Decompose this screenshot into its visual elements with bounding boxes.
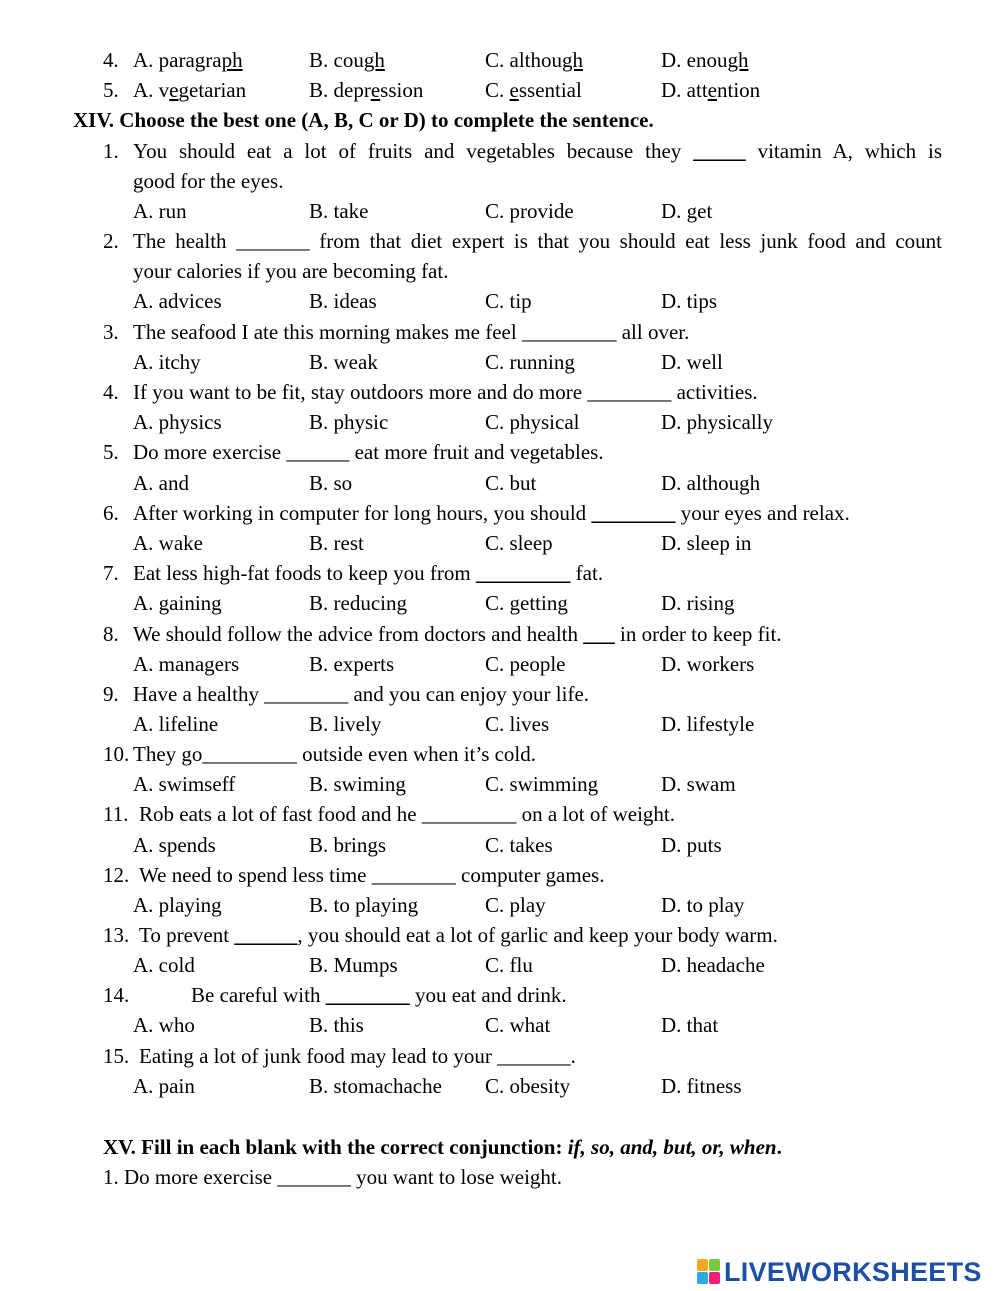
option-d: D. headache [661,953,765,977]
option-d: D. attention [661,78,761,102]
option-b: B. ideas [309,289,377,313]
option-d: D. to play [661,893,745,917]
option-a: A. pain [133,1074,195,1098]
option-b: B. lively [309,712,382,736]
option-b: B. brings [309,833,387,857]
answer-blank: ________ [325,983,410,1007]
question-text: If you want to be fit, stay outdoors more and do more ________ activities. [133,380,758,404]
option-d: D. puts [661,833,722,857]
option-a: A. managers [133,652,240,676]
question-number: 13. [103,923,130,947]
option-c: C. play [485,893,546,917]
section-15-question-1: 1. Do more exercise _______ you want to lose weight. [103,1165,562,1189]
question-number: 11. [103,802,129,826]
option-b: B. take [309,199,369,223]
option-d: D. get [661,199,713,223]
option-b: B. swiming [309,772,406,796]
option-c: C. running [485,350,575,374]
option-d: D. swam [661,772,736,796]
option-d: D. workers [661,652,755,676]
option-b: B. reducing [309,591,407,615]
question-number: 7. [103,561,119,585]
option-d: D. tips [661,289,718,313]
option-a: A. lifeline [133,712,219,736]
option-b: B. physic [309,410,389,434]
question-number: 4. [103,380,119,404]
question-number: 12. [103,863,130,887]
option-b: B. cough [309,48,385,72]
item-number: 4. [103,48,119,72]
question-text: To prevent ______, you should eat a lot of garlic and keep your body warm. [139,923,778,947]
option-d: D. sleep in [661,531,752,555]
answer-blank: _______ [236,229,310,253]
option-d: D. although [661,471,761,495]
answer-blank: ________ [591,501,676,525]
option-c: C. although [485,48,583,72]
question-number: 6. [103,501,119,525]
option-c: C. takes [485,833,553,857]
option-c: C. but [485,471,537,495]
option-a: A. gaining [133,591,222,615]
question-text: We should follow the advice from doctors and health ___ in order to keep fit. [133,622,782,646]
option-b: B. to playing [309,893,419,917]
liveworksheets-logo [697,1258,982,1286]
item-number: 5. [103,78,119,102]
question-text-cont: good for the eyes. [133,169,284,193]
option-d: D. that [661,1013,719,1037]
option-c: C. flu [485,953,533,977]
option-b: B. stomachache [309,1074,442,1098]
question-text: They go_________ outside even when it’s cold. [133,742,537,766]
question-number: 5. [103,440,119,464]
question-text: You should eat a lot of fruits and vegetables because they _____ vitamin A, which is [133,139,942,163]
section-15-title: XV. Fill in each blank with the correct conjunction: if, so, and, but, or, when. [103,1135,782,1159]
liveworksheets-logo-icon [697,1259,721,1285]
question-text: Eating a lot of junk food may lead to your _______. [139,1044,576,1068]
option-b: B. depression [309,78,424,102]
option-b: B. Mumps [309,953,398,977]
answer-blank: ___ [583,622,615,646]
option-d: D. fitness [661,1074,742,1098]
option-d: D. well [661,350,723,374]
question-text: Have a healthy ________ and you can enjoy your life. [133,682,590,706]
option-c: C. obesity [485,1074,571,1098]
question-text: The health _______ from that diet expert is that you should eat less junk food and count [133,229,942,253]
question-number: 10. [103,742,130,766]
option-a: A. swimseff [133,772,236,796]
option-a: A. wake [133,531,203,555]
option-a: A. spends [133,833,216,857]
option-c: C. people [485,652,566,676]
option-a: A. who [133,1013,195,1037]
question-number: 15. [103,1044,130,1068]
question-text-cont: your calories if you are becoming fat. [133,259,449,283]
option-c: C. tip [485,289,532,313]
question-text: Do more exercise ______ eat more fruit and vegetables. [133,440,604,464]
question-text: The seafood I ate this morning makes me feel _________ all over. [133,320,690,344]
section-14-title: XIV. Choose the best one (A, B, C or D) to complete the sentence. [73,108,654,132]
question-text: Rob eats a lot of fast food and he _________ on a lot of weight. [139,802,675,826]
question-text: We need to spend less time ________ computer games. [139,863,605,887]
option-a: A. physics [133,410,222,434]
option-b: B. this [309,1013,364,1037]
option-a: A. run [133,199,187,223]
option-d: D. rising [661,591,735,615]
option-b: B. weak [309,350,378,374]
option-a: A. paragraph [133,48,243,72]
question-number: 9. [103,682,119,706]
question-number: 2. [103,229,119,253]
question-text: Eat less high-fat foods to keep you from _________ fat. [133,561,604,585]
question-text: Be careful with ________ you eat and drink. [191,983,567,1007]
answer-blank: _________ [475,561,571,585]
option-a: A. playing [133,893,222,917]
option-c: C. what [485,1013,551,1037]
question-text: After working in computer for long hours, you should ________ your eyes and relax. [133,501,850,525]
option-c: C. getting [485,591,568,615]
option-d: D. physically [661,410,773,434]
option-c: C. sleep [485,531,553,555]
option-c: C. provide [485,199,574,223]
option-a: A. advices [133,289,222,313]
option-d: D. enough [661,48,749,72]
option-a: A. cold [133,953,195,977]
answer-blank: ______ [234,923,298,947]
answer-blank: _____ [693,139,746,163]
question-number: 1. [103,139,119,163]
option-a: A. itchy [133,350,201,374]
option-a: A. and [133,471,189,495]
option-b: B. experts [309,652,395,676]
logo-text: LIVEWORKSHEETS [724,1256,982,1287]
option-c: C. swimming [485,772,599,796]
question-number: 8. [103,622,119,646]
option-c: C. lives [485,712,550,736]
option-b: B. rest [309,531,364,555]
question-number: 3. [103,320,119,344]
question-number: 14. [103,983,130,1007]
option-c: C. essential [485,78,582,102]
option-d: D. lifestyle [661,712,755,736]
option-c: C. physical [485,410,580,434]
option-b: B. so [309,471,353,495]
option-a: A. vegetarian [133,78,247,102]
